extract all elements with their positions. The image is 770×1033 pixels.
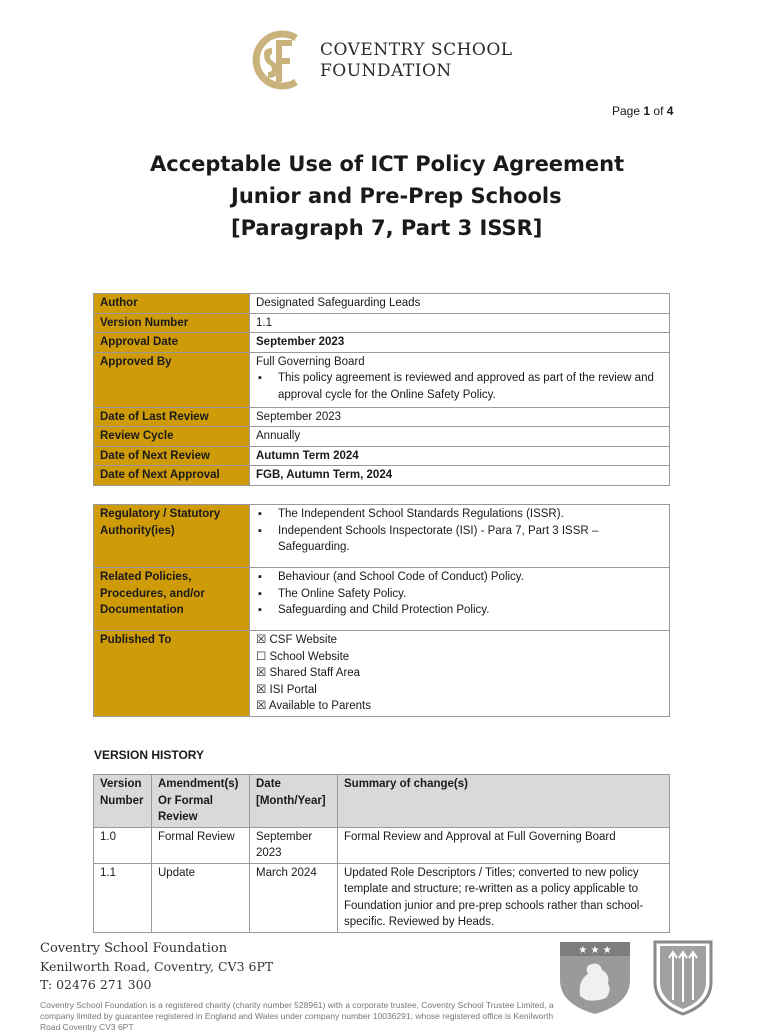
- author-label: Author: [94, 294, 250, 314]
- arrows-shield-crest-icon: [652, 940, 714, 1016]
- footer-org-name: Coventry School Foundation: [40, 941, 228, 956]
- published-item: ☒ Available to Parents: [256, 700, 371, 712]
- published-label: Published To: [94, 631, 250, 717]
- title-line-1: Acceptable Use of ICT Policy Agreement: [150, 152, 625, 176]
- table-cell: 1.0: [94, 827, 152, 863]
- table-cell: Update: [152, 863, 250, 932]
- foundation-logo: [248, 28, 538, 92]
- next-approval-label: Date of Next Approval: [94, 466, 250, 486]
- col-header: Version Number: [94, 775, 152, 828]
- related-item: ▪ The Online Safety Policy.: [278, 586, 663, 603]
- version-history-table: [93, 774, 670, 933]
- table-cell: 1.1: [94, 863, 152, 932]
- page-number: Page 1 of 4: [612, 104, 674, 118]
- review-cycle-label: Review Cycle: [94, 427, 250, 447]
- logo-line-2: FOUNDATION: [320, 61, 452, 81]
- table-row: [94, 863, 670, 932]
- related-item: ▪ Safeguarding and Child Protection Policy.: [278, 602, 663, 619]
- policy-scope-table: [93, 504, 670, 717]
- table-cell: September 2023: [250, 827, 338, 863]
- table-header-row: [94, 775, 670, 828]
- footer-address: Kenilworth Road, Coventry, CV3 6PT: [40, 959, 274, 974]
- table-cell: March 2024: [250, 863, 338, 932]
- footer-phone: T: 02476 271 300: [40, 977, 152, 992]
- author-value: Designated Safeguarding Leads: [250, 294, 670, 314]
- svg-text:★ ★ ★: ★ ★ ★: [578, 945, 612, 956]
- version-value: 1.1: [250, 313, 670, 333]
- published-item: ☒ ISI Portal: [256, 683, 317, 696]
- related-label: Related Policies, Procedures, and/or Documentation: [94, 568, 250, 631]
- next-review-label: Date of Next Review: [94, 446, 250, 466]
- policy-meta-table: [93, 293, 670, 486]
- title-line-2: Junior and Pre-Prep Schools: [231, 184, 562, 208]
- lion-shield-crest-icon: [556, 940, 634, 1016]
- approved-by-value: Full Governing Board: [256, 355, 365, 368]
- logo-line-1: COVENTRY SCHOOL: [320, 40, 513, 60]
- approved-by-label: Approved By: [94, 352, 250, 407]
- related-item: ▪ Behaviour (and School Code of Conduct) Policy.: [278, 569, 663, 586]
- table-cell: Updated Role Descriptors / Titles; converted to new policy template and structure; re-written as a policy applicable to Foundation junior and pre-prep schools rather than school-specific. Reviewed by Heads.: [338, 863, 670, 932]
- table-row: [94, 827, 670, 863]
- regulatory-item: ▪ Independent Schools Inspectorate (ISI) - Para 7, Part 3 ISSR – Safeguarding.: [278, 523, 663, 556]
- version-label: Version Number: [94, 313, 250, 333]
- published-item: ☐ School Website: [256, 650, 350, 663]
- approved-by-note: ▪ This policy agreement is reviewed and approved as part of the review and approval cycle for the Online Safety Policy.: [278, 370, 663, 403]
- footer-legal-notice: Coventry School Foundation is a registered charity (charity number 528961) with a corporate trustee, Coventry School Trustee Limited, a company limited by guarantee registered in England and Wales under company number 10036291, whose registered office is Kenilworth Road Coventry CV3 6PT: [40, 1000, 554, 1032]
- next-review-value: Autumn Term 2024: [250, 446, 670, 466]
- logo-wordmark: [320, 40, 513, 82]
- approval-date-label: Approval Date: [94, 333, 250, 353]
- next-approval-value: FGB, Autumn Term, 2024: [250, 466, 670, 486]
- table-cell: Formal Review: [152, 827, 250, 863]
- col-header: Amendment(s) Or Formal Review: [152, 775, 250, 828]
- col-header: Summary of change(s): [338, 775, 670, 828]
- page-footer: [40, 940, 560, 1033]
- last-review-value: September 2023: [250, 407, 670, 427]
- last-review-label: Date of Last Review: [94, 407, 250, 427]
- published-item: ☒ CSF Website: [256, 634, 338, 646]
- regulatory-label: Regulatory / Statutory Authority(ies): [94, 505, 250, 568]
- version-history-title: VERSION HISTORY: [94, 748, 205, 762]
- regulatory-cell: [250, 505, 670, 568]
- related-cell: [250, 568, 670, 631]
- csf-monogram-icon: [248, 28, 314, 92]
- col-header: Date [Month/Year]: [250, 775, 338, 828]
- review-cycle-value: Annually: [250, 427, 670, 447]
- approval-date-value: September 2023: [250, 333, 670, 353]
- published-item: ☒ Shared Staff Area: [256, 667, 361, 679]
- published-cell: [250, 631, 670, 717]
- table-cell: Formal Review and Approval at Full Governing Board: [338, 827, 670, 863]
- title-line-3: [Paragraph 7, Part 3 ISSR]: [231, 216, 543, 240]
- approved-by-cell: [250, 352, 670, 407]
- regulatory-item: ▪ The Independent School Standards Regulations (ISSR).: [278, 506, 663, 523]
